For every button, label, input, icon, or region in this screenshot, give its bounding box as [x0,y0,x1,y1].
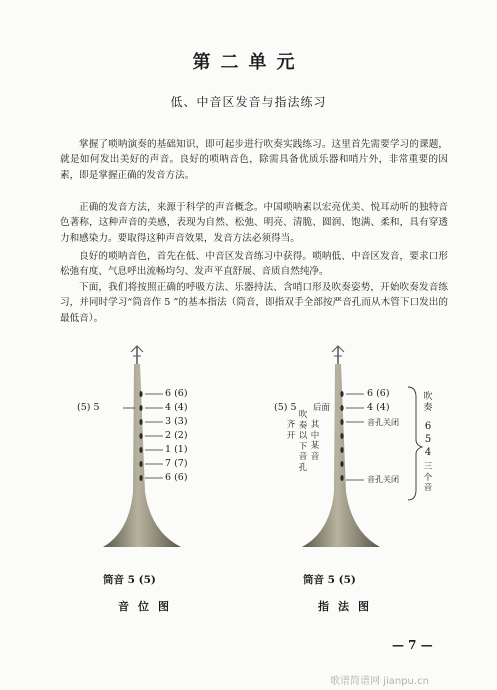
right-title: 吹奏 [423,392,433,413]
pitch-diagram-title: 音位图 [118,600,178,613]
hole-note-3: 3 (3) [165,416,188,427]
paragraph-1: 掌握了唢呐演奏的基础知识，即可起步进行吹奏实践练习。这里首先需要学习的课题，就是如何发出美好的声音。良好的唢呐音色，除需具备优质乐器和哨片外，非常重要的因素，即是掌握正确的发音方法。 [60,138,448,181]
fingering-diagram-title: 指法图 [318,600,378,613]
hole-note-2: 4 (4) [165,402,188,413]
section-title: 低、中音区发音与指法练习 [170,95,327,109]
left-vertical-col-2: 吹 奏 以 下 音 孔 [298,410,308,473]
bell-note-label: (5) 5 [77,402,100,413]
reed-icon [332,346,344,364]
hole-note-6: 7 (7) [165,458,188,469]
fingering-diagram-caption: 筒音 5 (5) [303,574,356,586]
right-suffix: 三个音 [423,462,433,493]
back-label: 后面 [313,403,331,413]
pitch-diagram-caption: 筒音 5 (5) [103,574,156,586]
left-vertical-col-1: 齐 开 [286,420,296,441]
page-number: — 7 — [392,638,433,652]
paragraph-2: 正确的发音方法，来源于科学的声音概念。中国唢呐素以宏亮优美、悦耳动听的独特音色著称，这种声音的美感，表现为自然、松弛、明亮、清脆、圆润、饱满、柔和，具有穿透力和感染力。要取得这种声音效果，发音方法必须得当。 [60,201,448,244]
hole-note-5: 1 (1) [165,444,188,455]
unit-title: 第二单元 [192,52,305,73]
hole-note-2: 4 (4) [367,402,390,413]
hole-note-1: 6 (6) [367,388,390,399]
paragraph-4: 下面，我们将按照正确的呼吸方法、乐器持法、含哨口形及吹奏姿势，开始吹奏发音练习，并同时学习“筒音作 5 ”的基本指法（筒音，即指双手全部按严音孔而从木管下口发出的最低音）。 [60,281,448,324]
hole-note-4: 2 (2) [165,430,188,441]
reed-icon [131,346,143,364]
hole-closed-label-top: 音孔关闭 [367,418,399,427]
right-notes: 6 5 4 [424,421,432,458]
paragraph-3: 良好的唢呐音色，首先在低、中音区发音练习中获得。唢呐低、中音区发音，要求口形松弛有度、气息呼出流畅均匀、发声平直舒展、音质自然纯净。 [60,250,448,278]
hole-note-1: 6 (6) [165,388,188,399]
watermark: 歌谱简谱网 jianpu.cn [330,676,429,687]
left-vertical-col-3: 其 中 某 音 [310,420,320,462]
hole-closed-label-bottom: 音孔关闭 [367,475,399,484]
bell-note-label: (5) 5 [274,402,297,413]
hole-note-7: 6 (6) [165,472,188,483]
